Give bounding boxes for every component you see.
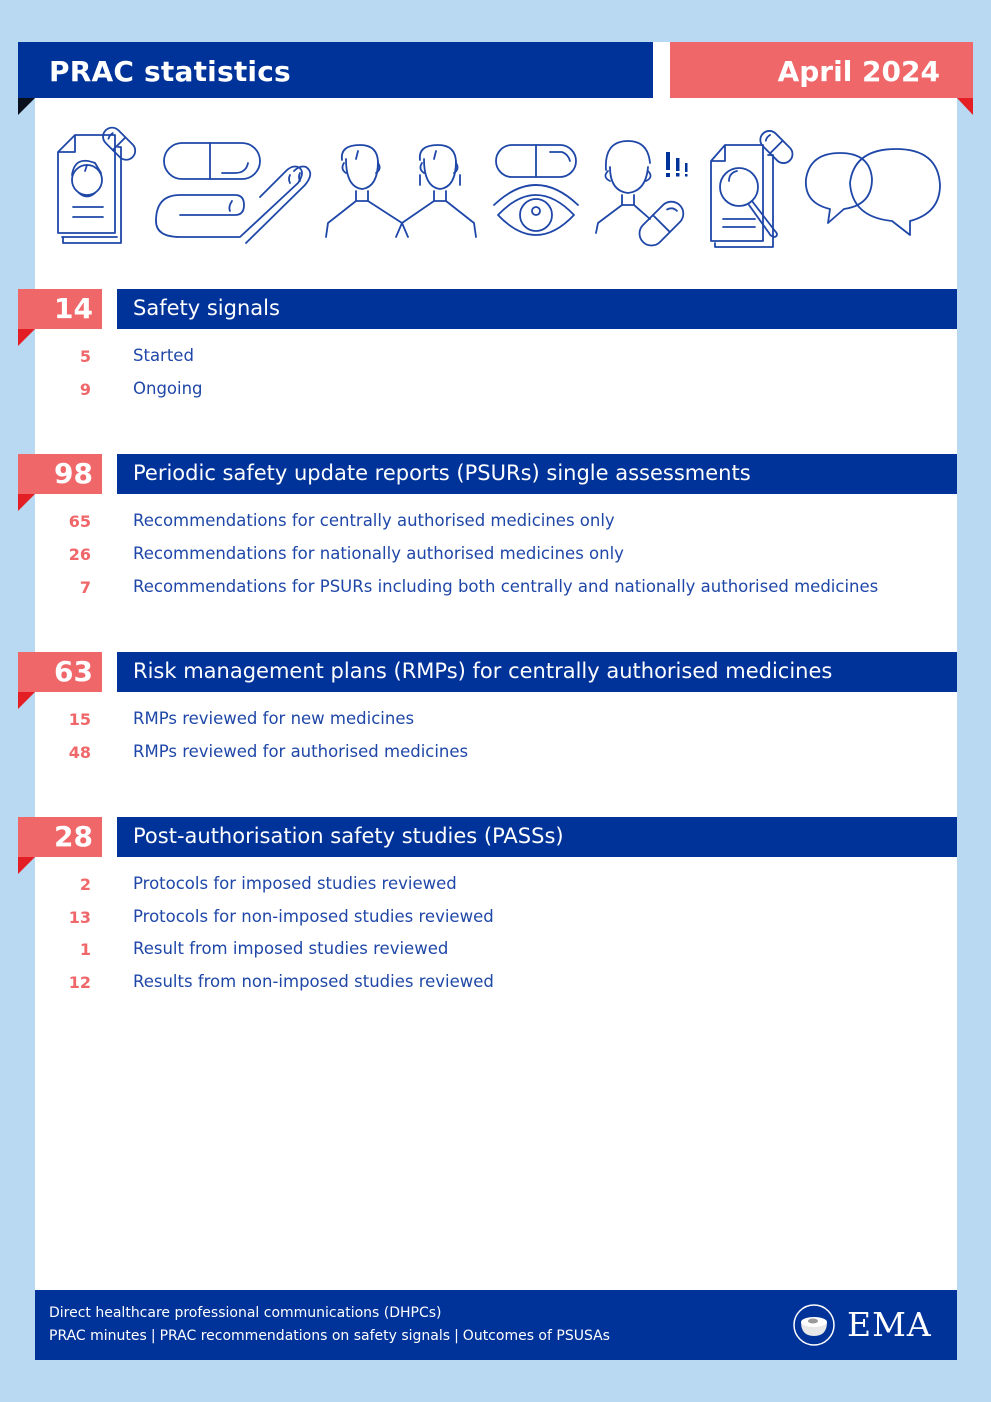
- list-item: [0, 543, 991, 569]
- list-item: [0, 510, 991, 536]
- section-total: 63: [54, 655, 93, 688]
- banner-fold-left: [18, 98, 35, 115]
- list-item: [0, 378, 991, 404]
- separator: |: [150, 1328, 156, 1344]
- speech-bubbles-icon: [800, 125, 945, 250]
- document-search-pill-icon: [705, 125, 795, 255]
- item-value: 7: [79, 578, 91, 597]
- list-item: [0, 971, 991, 997]
- item-value: 48: [68, 743, 91, 762]
- item-value: 1: [79, 940, 91, 959]
- badge-fold: [18, 494, 35, 511]
- list-item: [0, 938, 991, 964]
- badge-fold: [18, 329, 35, 346]
- period-banner: [670, 42, 973, 98]
- patient-adverse-reaction-icon: [590, 125, 700, 255]
- two-people-icon: [320, 125, 480, 250]
- link-prac-minutes[interactable]: PRAC minutes: [49, 1328, 147, 1344]
- list-item: [0, 345, 991, 371]
- link-safety-signal-recommendations[interactable]: PRAC recommendations on safety signals: [159, 1328, 451, 1344]
- item-label: Recommendations for PSURs including both centrally and nationally authorised medicines: [133, 577, 879, 596]
- item-label: RMPs reviewed for authorised medicines: [133, 742, 469, 761]
- item-label: RMPs reviewed for new medicines: [133, 709, 415, 728]
- section-title-bar: [117, 817, 957, 857]
- ema-logo[interactable]: [791, 1302, 941, 1348]
- title-banner: [18, 42, 653, 98]
- banner-gap: [653, 42, 670, 98]
- link-psusa-outcomes[interactable]: Outcomes of PSUSAs: [462, 1328, 610, 1344]
- patient-record-pill-icon: [55, 125, 145, 250]
- item-value: 13: [68, 908, 91, 927]
- ema-emblem-icon: [791, 1302, 837, 1348]
- list-item: [0, 741, 991, 767]
- list-item: [0, 906, 991, 932]
- item-label: Ongoing: [133, 379, 203, 398]
- link-dhpcs[interactable]: Direct healthcare professional communications (DHPCs): [49, 1305, 442, 1321]
- item-label: Protocols for imposed studies reviewed: [133, 874, 457, 893]
- section-total-badge: [18, 454, 102, 494]
- footer: [35, 1290, 957, 1360]
- item-value: 5: [79, 347, 91, 366]
- icon-row: [50, 125, 950, 260]
- section-total-badge: [18, 652, 102, 692]
- item-label: Recommendations for centrally authorised medicines only: [133, 511, 615, 530]
- section-total: 98: [54, 457, 93, 490]
- item-label: Started: [133, 346, 194, 365]
- section-total: 28: [54, 820, 93, 853]
- page-title: PRAC statistics: [49, 55, 291, 88]
- section-title-bar: [117, 652, 957, 692]
- section-total-badge: [18, 289, 102, 329]
- section-title: Post-authorisation safety studies (PASSs): [133, 824, 564, 848]
- section-title: Safety signals: [133, 296, 280, 320]
- period-label: April 2024: [777, 55, 940, 88]
- item-label: Protocols for non-imposed studies reviewed: [133, 907, 494, 926]
- ema-logo-text: EMA: [847, 1305, 932, 1344]
- item-value: 26: [68, 545, 91, 564]
- section-title: Periodic safety update reports (PSURs) single assessments: [133, 461, 751, 485]
- item-value: 65: [68, 512, 91, 531]
- item-value: 2: [79, 875, 91, 894]
- section-total-badge: [18, 817, 102, 857]
- list-item: [0, 873, 991, 899]
- content-panel: [35, 98, 957, 1290]
- item-value: 15: [68, 710, 91, 729]
- section-title: Risk management plans (RMPs) for centrally authorised medicines: [133, 659, 833, 683]
- banner-fold-right: [957, 98, 973, 115]
- badge-fold: [18, 692, 35, 709]
- badge-fold: [18, 857, 35, 874]
- section-total: 14: [54, 292, 93, 325]
- list-item: [0, 708, 991, 734]
- pill-eye-monitoring-icon: [490, 125, 580, 250]
- separator: |: [454, 1328, 459, 1344]
- pills-in-hand-icon: [150, 125, 320, 250]
- section-title-bar: [117, 289, 957, 329]
- item-label: Result from imposed studies reviewed: [133, 939, 449, 958]
- item-value: 9: [79, 380, 91, 399]
- item-label: Results from non-imposed studies reviewed: [133, 972, 494, 991]
- list-item: [0, 576, 991, 602]
- section-title-bar: [117, 454, 957, 494]
- item-label: Recommendations for nationally authorised medicines only: [133, 544, 624, 563]
- item-value: 12: [68, 973, 91, 992]
